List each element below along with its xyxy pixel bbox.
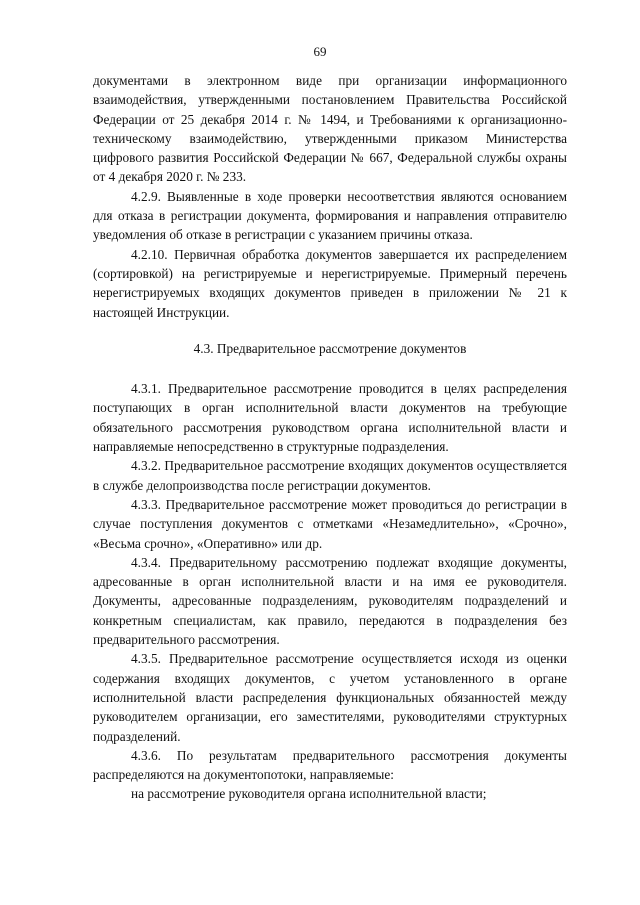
paragraph-4-3-4: 4.3.4. Предварительному рассмотрению подлежат входящие документы, адресованные в орган исполнительной власти и на имя ее руководителя. Документы, адресованные подразделениям, руководителям подразделений и конкретным специалистам, как правило, передаются в подразделения без предварительного рассмотрения. — [93, 554, 567, 648]
paragraph-4-3-5: 4.3.5. Предварительное рассмотрение осуществляется исходя из оценки содержания входящих документов, с учетом установленного в органе исполнительной власти распределения функциональных обязанностей между руководителем организации, его заместителями, руководителями структурных подразделений. — [93, 651, 567, 744]
paragraph-4-3-1: 4.3.1. Предварительное рассмотрение проводится в целях распределения поступающих в орган исполнительной власти документов на требующие обязательного рассмотрения руководством органа исполнительной власти и направляемые непосредственно в структурные подразделения. — [93, 381, 567, 455]
page-number: 69 — [313, 44, 327, 59]
paragraph-4-3-2: 4.3.2. Предварительное рассмотрение входящих документов осуществляется в службе делопроизводства после регистрации документов. — [93, 458, 567, 493]
paragraph-4-3-6: 4.3.6. По результатам предварительного рассмотрения документы распределяются на документопотоки, направляемые: — [93, 747, 567, 783]
paragraph-4-2-9: 4.2.9. Выявленные в ходе проверки несоответствия являются основанием для отказа в регистрации документа, формирования и направления отправителю уведомления об отказе в регистрации с указанием причины отказа. — [93, 188, 567, 243]
paragraph-4-2-10: 4.2.10. Первичная обработка документов завершается их распределением (сортировкой) на регистрируемые и нерегистрируемые. Примерный перечень нерегистрируемых входящих документов приведен в приложении № 21 к настоящей Инструкции. — [93, 246, 567, 320]
paragraph-4-3-3: 4.3.3. Предварительное рассмотрение может проводиться до регистрации в случае поступления документов с отметками «Незамедлительно», «Срочно», «Весьма срочно», «Оперативно» или др. — [93, 496, 567, 551]
section-heading: 4.3. Предварительное рассмотрение документов — [193, 340, 467, 356]
paragraph-continuation: документами в электронном виде при организации информационного взаимодействия, утвержденными постановлением Правительства Российской Федерации от 25 декабря 2014 г. № 1494, и Требованиями к организационно-техническому взаимодействию, утвержденными приказом Министерства цифрового развития Российской Федерации № 667, Федеральной службы охраны от 4 декабря 2020 г. № 233. — [93, 73, 567, 185]
document-body — [93, 71, 567, 804]
list-item-head-review: на рассмотрение руководителя органа исполнительной власти; — [131, 786, 487, 802]
